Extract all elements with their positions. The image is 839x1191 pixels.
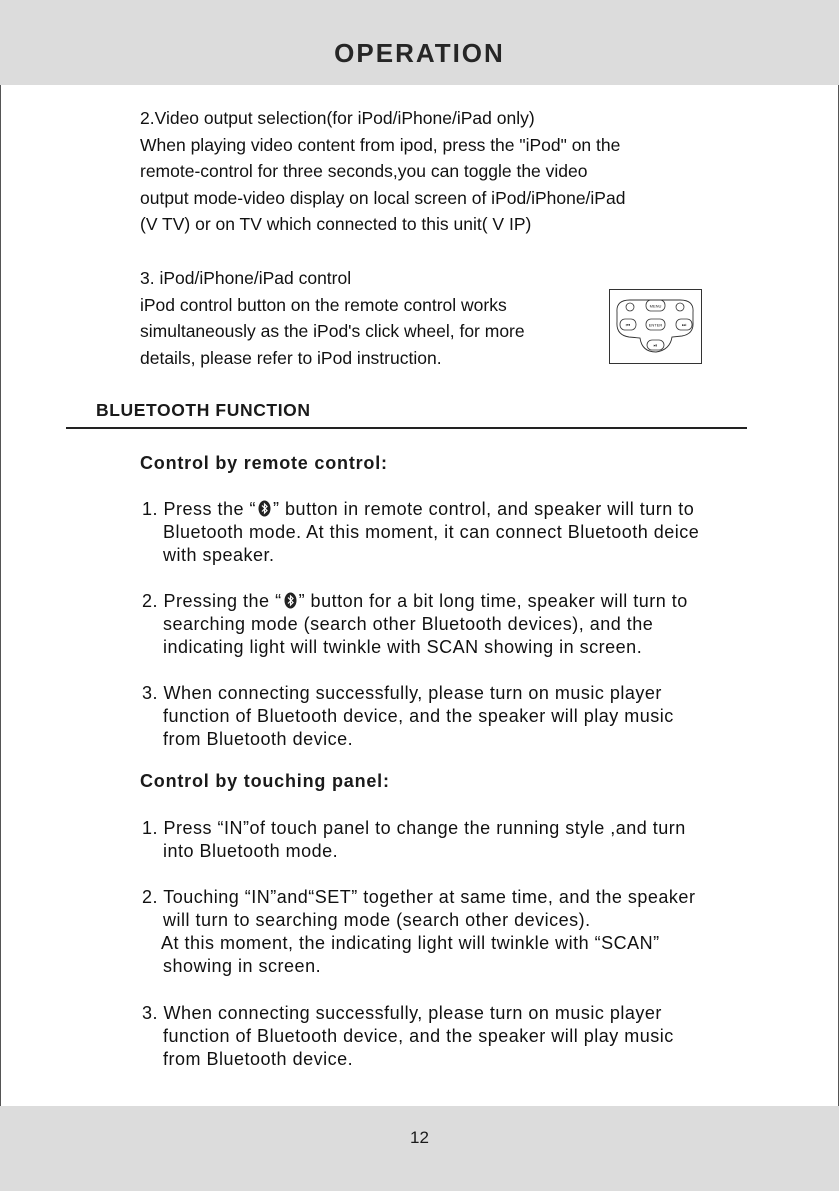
remote-keypad-icon: [610, 290, 701, 363]
page-title: OPERATION: [334, 38, 505, 68]
menu-key-label: MENU: [649, 303, 662, 309]
video-output-line: When playing video content from ipod, press the "iPod" on the: [140, 134, 621, 155]
step-text: will turn to searching mode (search other devices).: [163, 910, 591, 930]
svg-text:⏯: ⏯: [653, 343, 658, 349]
step-text: indicating light will twinkle with SCAN showing in screen.: [163, 637, 643, 657]
page-header: [0, 0, 839, 85]
step-text: ” button for a bit long time, speaker will turn to: [298, 591, 688, 611]
ipod-control-heading: 3. iPod/iPhone/iPad control: [140, 268, 352, 288]
step-text: function of Bluetooth device, and the speaker will play music: [163, 706, 674, 726]
step-text: At this moment, the indicating light will twinkle with “SCAN”: [161, 933, 660, 953]
video-output-line: remote-control for three seconds,you can toggle the video: [140, 161, 588, 181]
remote-step-2: [142, 590, 688, 659]
step-text: from Bluetooth device.: [163, 1049, 354, 1069]
step-text: Bluetooth mode. At this moment, it can connect Bluetooth deice: [163, 522, 700, 542]
page-number: 12: [410, 1128, 429, 1147]
bluetooth-section-title: BLUETOOTH FUNCTION: [96, 400, 311, 420]
bluetooth-icon: [258, 500, 271, 517]
remote-step-1: [142, 498, 699, 567]
step-text: 3. When connecting successfully, please turn on music player: [142, 683, 662, 703]
step-text: 1. Press the “: [142, 499, 257, 519]
ipod-control-line: iPod control button on the remote control works: [140, 294, 507, 315]
page-footer: [0, 1106, 839, 1191]
remote-step-3: [142, 682, 674, 751]
bluetooth-icon: [284, 592, 297, 609]
video-output-line: output mode-video display on local screen of iPod/iPhone/iPad: [140, 187, 626, 208]
remote-control-heading: Control by remote control:: [140, 453, 388, 473]
step-text: searching mode (search other Bluetooth devices), and the: [163, 614, 654, 634]
section-divider: [66, 427, 747, 429]
video-output-line: (V TV) or on TV which connected to this unit( V IP): [140, 214, 532, 234]
touch-panel-heading: Control by touching panel:: [140, 771, 390, 791]
svg-text:⏮: ⏮: [625, 322, 631, 329]
panel-step-2: [142, 886, 695, 978]
panel-step-3: [142, 1002, 674, 1071]
video-output-section: [140, 105, 625, 238]
ipod-control-line: simultaneously as the iPod's click wheel, for more: [140, 321, 525, 341]
ipod-control-line: details, please refer to iPod instruction.: [140, 347, 442, 368]
step-text: 1. Press “IN”of touch panel to change the running style ,and turn: [142, 818, 686, 838]
video-output-heading: 2.Video output selection(for iPod/iPhone/iPad only): [140, 108, 535, 128]
step-text: function of Bluetooth device, and the speaker will play music: [163, 1026, 674, 1046]
enter-key-label: ENTER: [648, 322, 663, 328]
step-text: showing in screen.: [163, 956, 322, 976]
step-text: 2. Touching “IN”and“SET” together at same time, and the speaker: [142, 887, 696, 907]
step-text: from Bluetooth device.: [163, 729, 354, 749]
left-border: [0, 85, 1, 1106]
panel-step-1: [142, 817, 686, 863]
step-text: 2. Pressing the “: [142, 591, 282, 611]
step-text: 3. When connecting successfully, please turn on music player: [142, 1003, 662, 1023]
step-text: with speaker.: [163, 545, 275, 565]
step-text: into Bluetooth mode.: [163, 841, 339, 861]
remote-control-illustration: [609, 289, 702, 364]
ipod-control-section: [140, 265, 525, 371]
svg-text:⏭: ⏭: [681, 322, 687, 329]
step-text: ” button in remote control, and speaker will turn to: [273, 499, 695, 519]
